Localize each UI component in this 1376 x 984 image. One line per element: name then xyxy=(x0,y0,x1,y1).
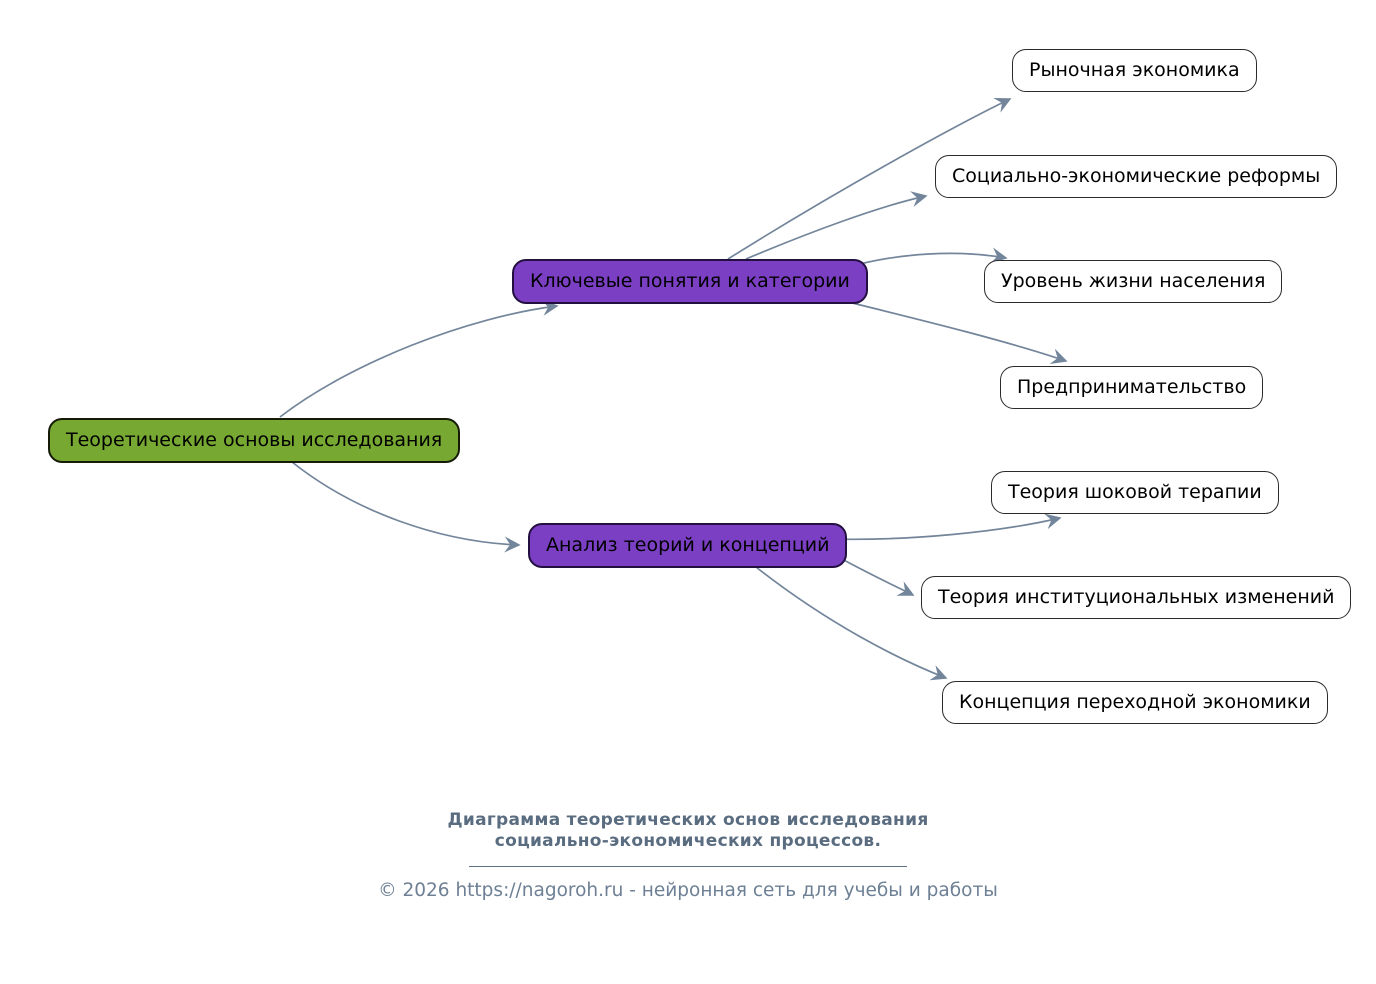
footer-divider-line xyxy=(469,866,907,867)
edge-branch2-to-leaf7 xyxy=(756,567,946,678)
leaf-node-socioeconomic-reforms: Социально-экономические реформы xyxy=(935,155,1337,198)
edge-root-to-branch2 xyxy=(292,462,519,545)
edge-branch1-to-leaf3 xyxy=(845,253,1006,268)
diagram-footer xyxy=(0,810,1376,901)
branch-node-theory-analysis: Анализ теорий и концепций xyxy=(528,523,847,568)
diagram-caption-line1: Диаграмма теоретических основ исследования xyxy=(447,810,929,830)
leaf-node-market-economy: Рыночная экономика xyxy=(1012,49,1257,92)
leaf-node-shock-therapy-theory: Теория шоковой терапии xyxy=(991,471,1279,514)
leaf-node-entrepreneurship: Предпринимательство xyxy=(1000,366,1263,409)
root-node-theoretical-foundations: Теоретические основы исследования xyxy=(48,418,460,463)
diagram-caption xyxy=(0,810,1376,851)
edge-root-to-branch1 xyxy=(280,306,557,417)
leaf-node-institutional-change-theory: Теория институциональных изменений xyxy=(921,576,1351,619)
edge-branch1-to-leaf4 xyxy=(840,300,1066,361)
diagram-caption-line2: социально-экономических процессов. xyxy=(494,830,882,851)
copyright-text: © 2026 https://nagoroh.ru - нейронная сеть для учебы и работы xyxy=(378,880,998,902)
edge-branch2-to-leaf5 xyxy=(829,518,1060,539)
branch-node-key-concepts: Ключевые понятия и категории xyxy=(512,259,868,304)
leaf-node-living-standards: Уровень жизни населения xyxy=(984,260,1282,303)
leaf-node-transition-economy-concept: Концепция переходной экономики xyxy=(942,681,1328,724)
edge-branch1-to-leaf2 xyxy=(746,196,926,259)
